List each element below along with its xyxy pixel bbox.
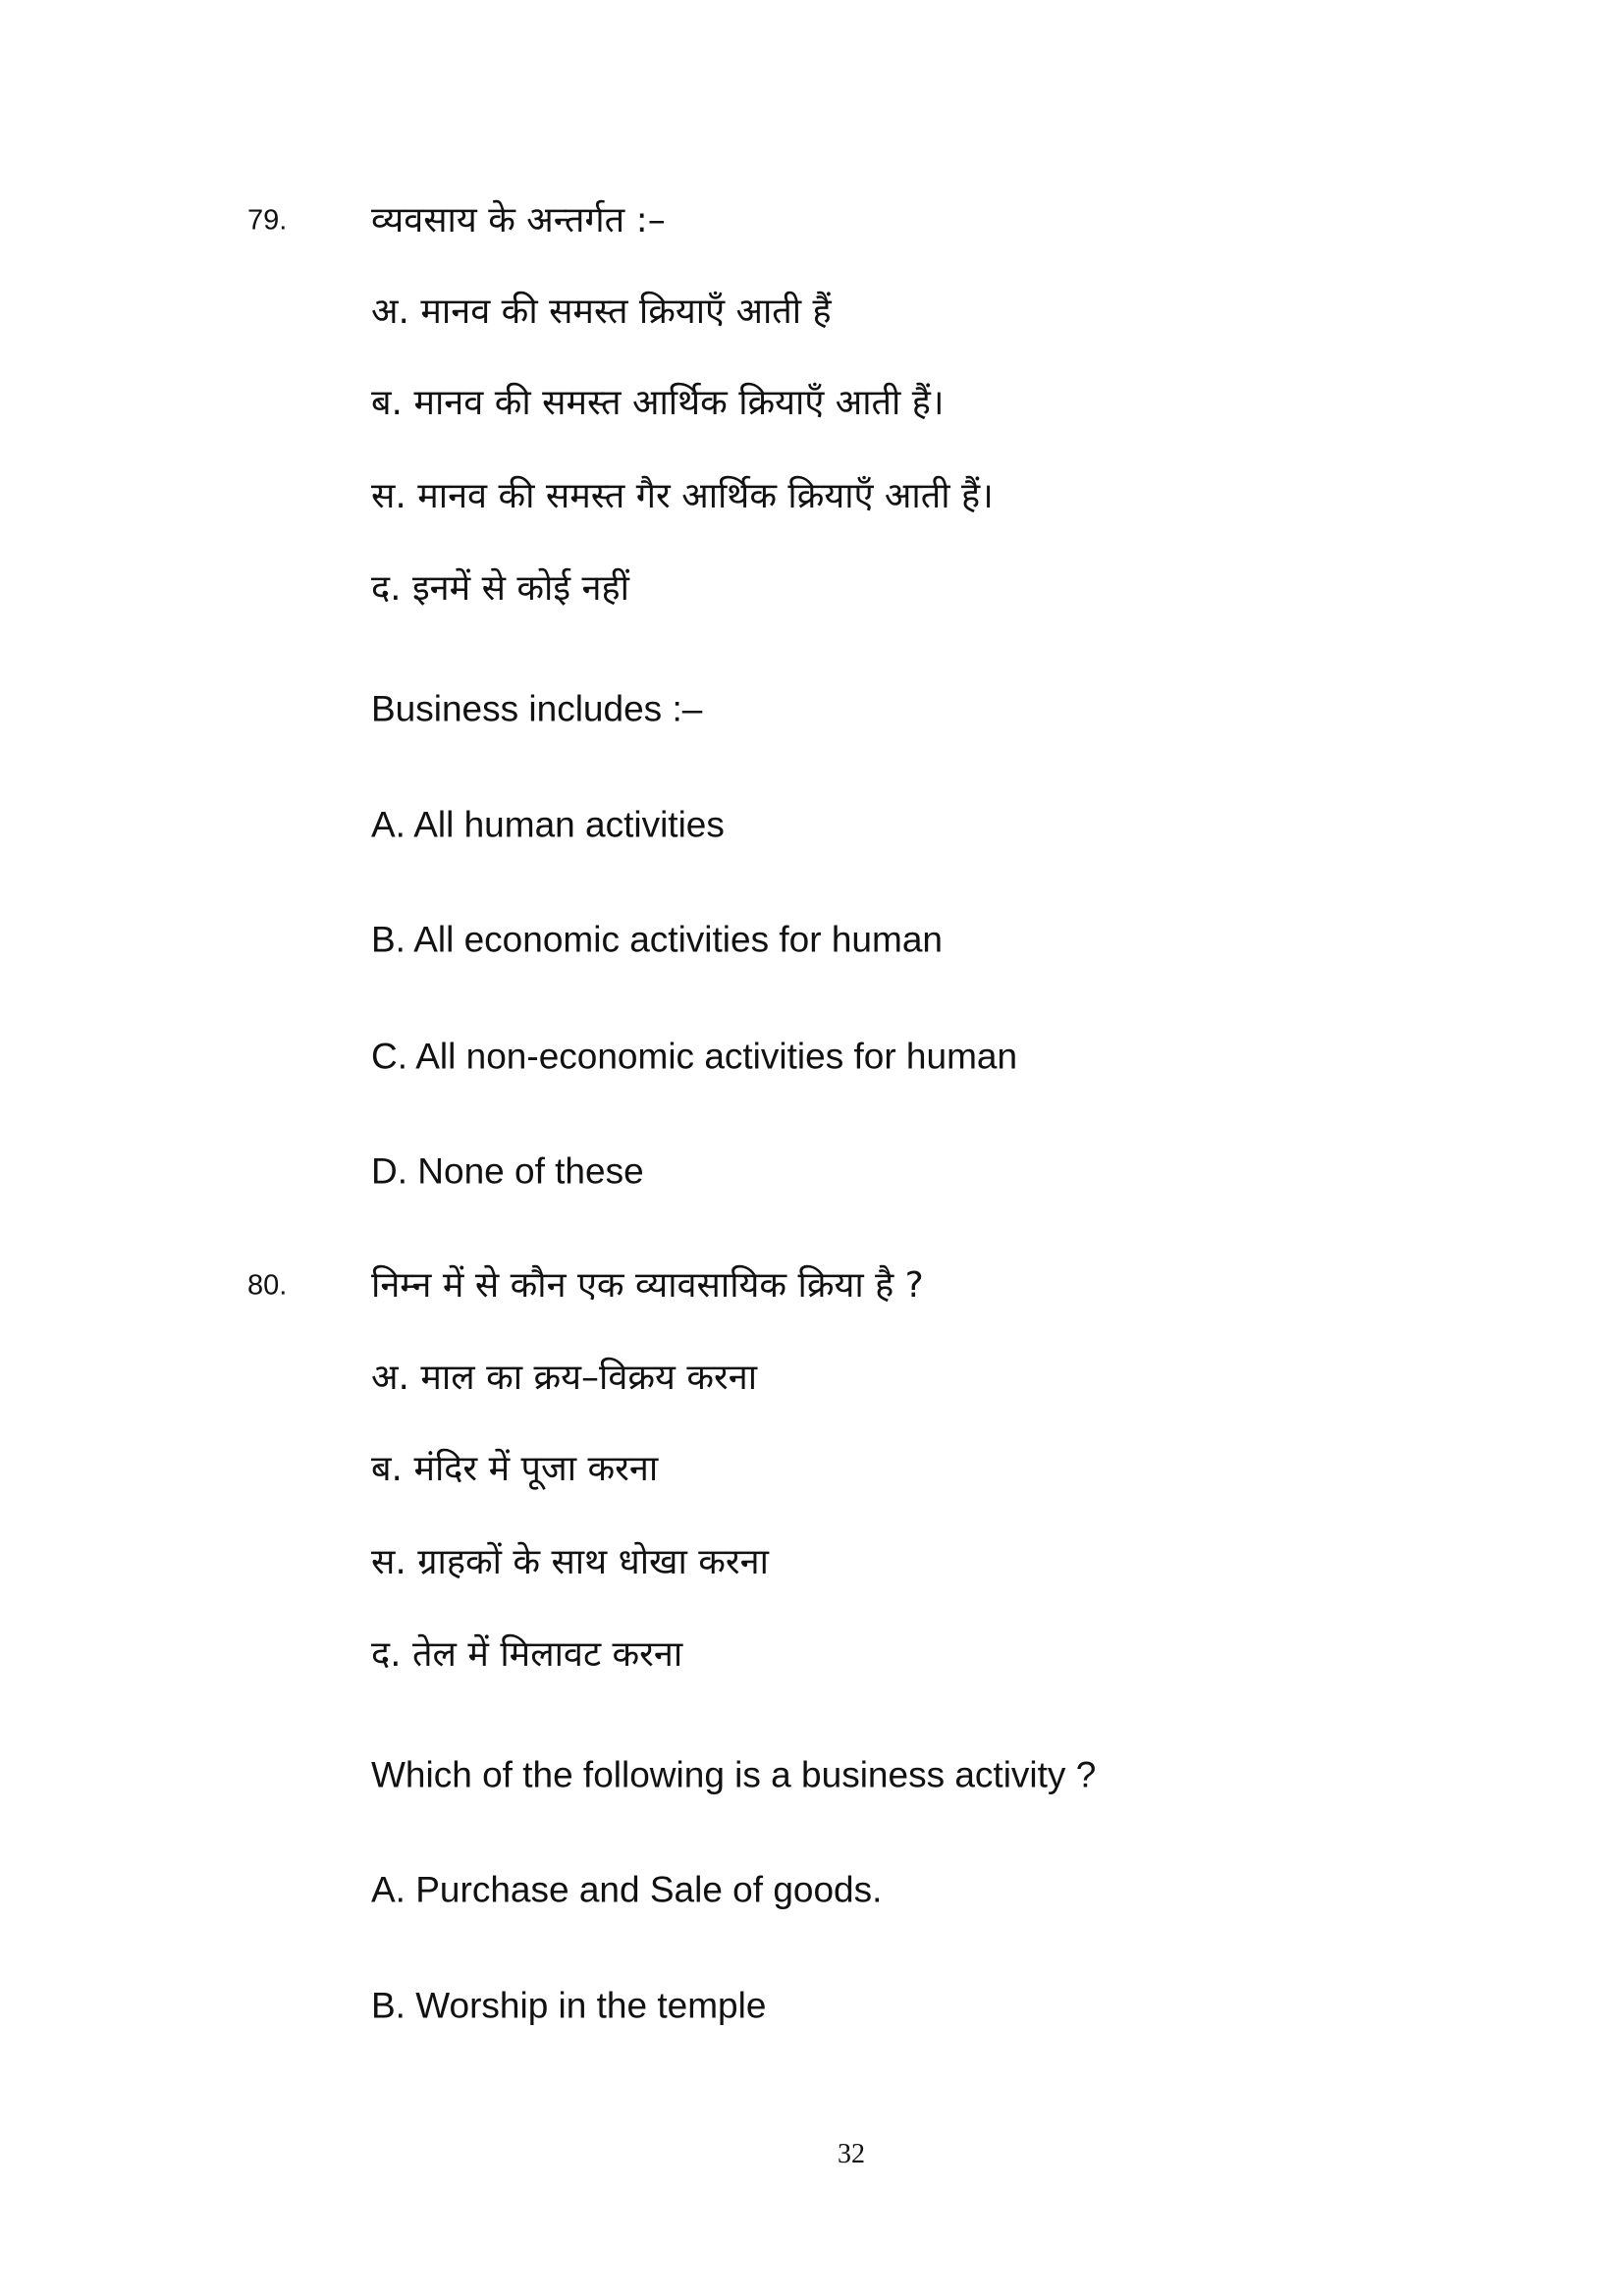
option-english-a: A. All human activities: [371, 804, 725, 845]
option-hindi-a: अ. मानव की समस्त क्रियाएँ आती हैं: [371, 292, 832, 332]
option-hindi-c: स. ग्राहकों के साथ धोखा करना: [371, 1542, 769, 1582]
option-hindi-a: अ. माल का क्रय–विक्रय करना: [371, 1358, 758, 1398]
option-english-b: B. Worship in the temple: [371, 1985, 767, 2026]
option-hindi-d: द. तेल में मिलावट करना: [371, 1634, 683, 1675]
question-number: 80.: [247, 1269, 288, 1302]
option-english-b: B. All economic activities for human: [371, 919, 943, 960]
option-english-d: D. None of these: [371, 1150, 644, 1192]
question-number: 79.: [247, 204, 288, 237]
question-prompt-english: Which of the following is a business activity ?: [371, 1754, 1097, 1795]
question-prompt-english: Business includes :–: [371, 688, 703, 729]
question-prompt-hindi: निम्न में से कौन एक व्यावसायिक क्रिया है ?: [371, 1265, 924, 1306]
option-hindi-b: ब. मंदिर में पूजा करना: [371, 1449, 659, 1489]
option-english-a: A. Purchase and Sale of goods.: [371, 1869, 883, 1910]
option-english-c: C. All non-economic activities for human: [371, 1036, 1018, 1077]
option-hindi-d: द. इनमें से कोई नहीं: [371, 568, 629, 609]
option-hindi-c: स. मानव की समस्त गैर आर्थिक क्रियाएँ आती हैं।: [371, 476, 994, 516]
question-prompt-hindi: व्यवसाय के अन्तर्गत :–: [371, 200, 666, 240]
page-number: 32: [838, 2139, 865, 2169]
option-hindi-b: ब. मानव की समस्त आर्थिक क्रियाएँ आती हैं।: [371, 383, 945, 423]
